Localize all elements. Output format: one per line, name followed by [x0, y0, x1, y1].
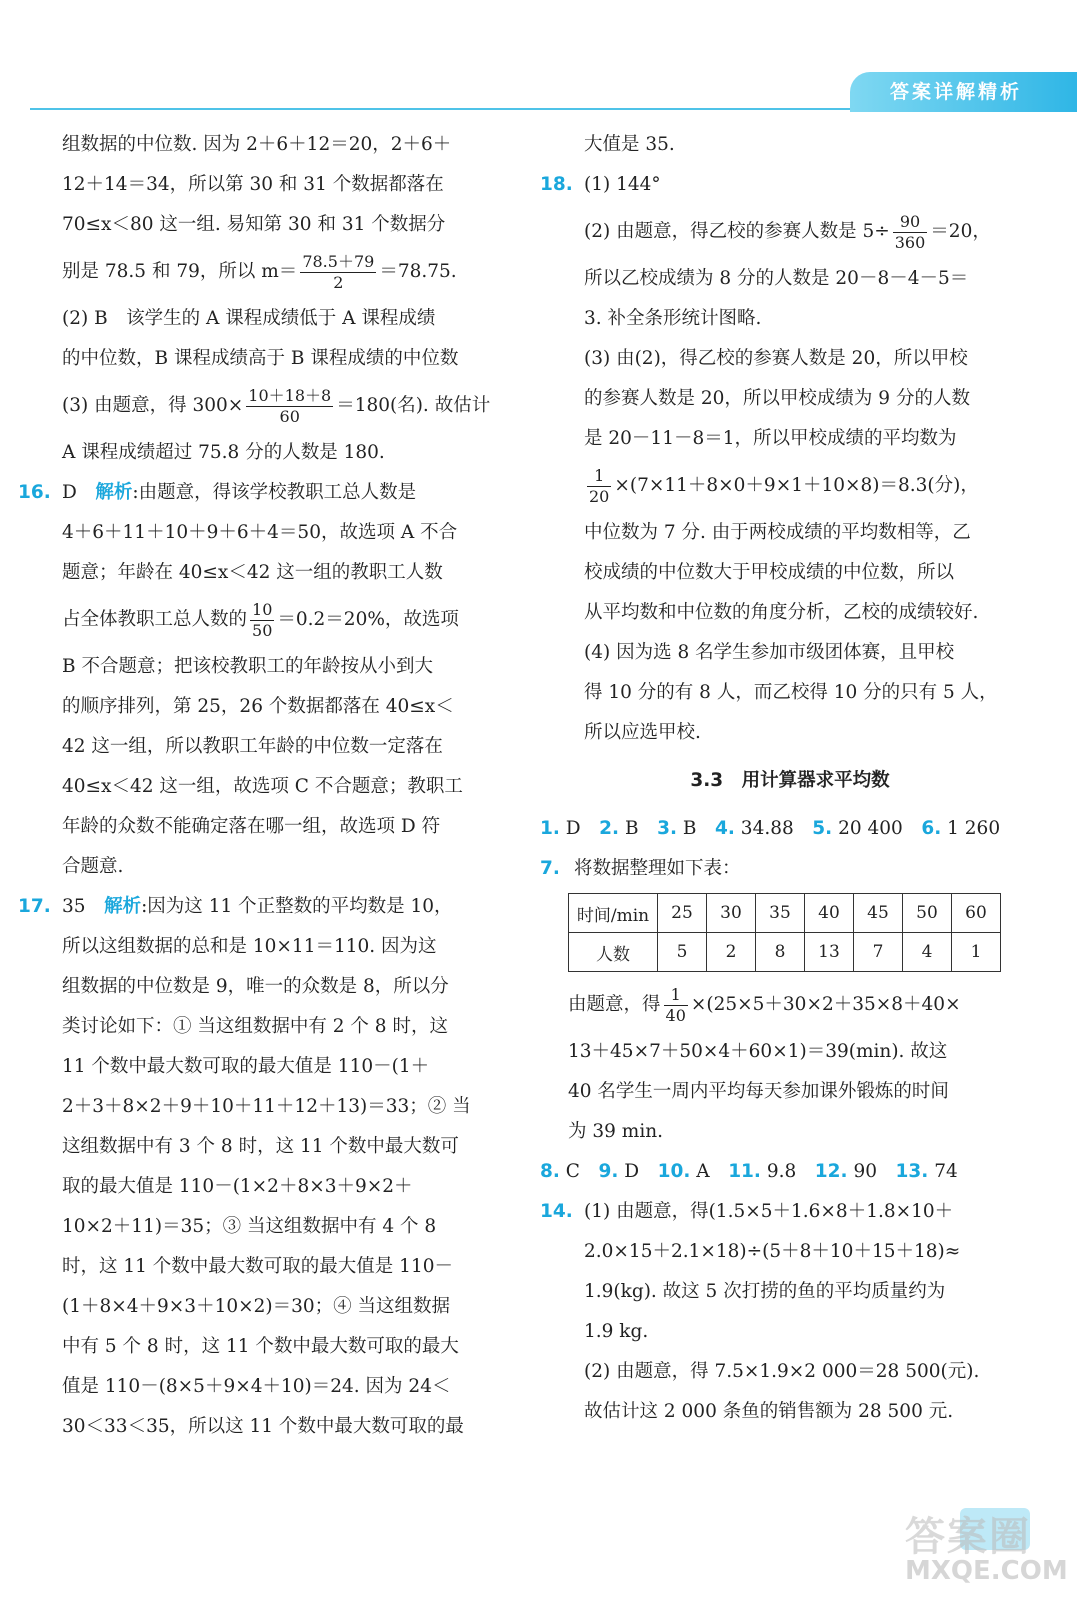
answer: D [624, 1161, 640, 1182]
denominator: 360 [894, 232, 926, 252]
text-segment: ＝0.2＝20%，故选项 [277, 609, 459, 630]
section-heading: 3.3 用计算器求平均数 [690, 770, 890, 791]
text-line-with-fraction [18, 379, 498, 433]
text-line: 是 20－11－8＝1，所以甲校成绩的平均数为 [584, 428, 957, 449]
question-number: 14. [540, 1201, 573, 1222]
question-number: 3. [657, 818, 677, 839]
answer: C [565, 1161, 580, 1182]
header-rule [30, 108, 860, 110]
table-cell: 25 [658, 894, 707, 933]
denominator: 2 [333, 272, 344, 292]
fraction [246, 386, 333, 427]
analysis-tag: 解析 [104, 896, 142, 917]
left-column [18, 125, 498, 1447]
text-line: 类讨论如下：① 当这组数据中有 2 个 8 时，这 [62, 1016, 448, 1037]
text-line: 从平均数和中位数的角度分析，乙校的成绩较好. [584, 602, 979, 623]
text-segment: :因为这 11 个正整数的平均数是 10， [141, 896, 453, 917]
watermark-logo: 答案圈 [905, 1514, 1031, 1560]
text-line: 的顺序排列，第 25，26 个数据都落在 40≤x＜ [62, 696, 454, 717]
text-line: 1.9(kg). 故这 5 次打捞的鱼的平均质量约为 [584, 1281, 946, 1302]
watermark-url: MXQE.COM [905, 1556, 1068, 1586]
question-number: 2. [599, 818, 620, 839]
text-line: 中有 5 个 8 时，这 11 个数中最大数可取的最大 [62, 1336, 459, 1357]
text-line: (4) 因为选 8 名学生参加市级团体赛，且甲校 [584, 642, 955, 663]
text-line: 故估计这 2 000 条鱼的销售额为 28 500 元. [584, 1401, 954, 1422]
text-segment: 将数据整理如下表： [574, 858, 741, 879]
text-line: 校成绩的中位数大于甲校成绩的中位数，所以 [584, 562, 955, 583]
text-segment: ＝180(名). 故估计 [336, 395, 491, 416]
question-17-line [18, 887, 498, 927]
answer: D [565, 818, 581, 839]
table-header-cell: 人数 [569, 933, 658, 972]
text-line: 这组数据中有 3 个 8 时，这 11 个数中最大数可 [62, 1136, 459, 1157]
answers-line-1-6 [540, 809, 1040, 849]
numerator: 90 [893, 212, 928, 233]
answer: B [682, 818, 697, 839]
header-title: 答案详解精析 [890, 81, 1023, 103]
text-line: 42 这一组，所以教职工年龄的中位数一定落在 [62, 736, 443, 757]
numerator: 10 [252, 599, 273, 619]
fraction [664, 985, 688, 1026]
question-number: 5. [812, 818, 833, 839]
text-line: (2) 由题意，得 7.5×1.9×2 000＝28 500(元). [584, 1361, 980, 1382]
text-segment: (1) 144° [584, 174, 661, 195]
text-segment: (2) 由题意，得乙校的参赛人数是 5÷ [584, 221, 890, 242]
text-segment: ×(25×5＋30×2＋35×8＋40× [690, 994, 961, 1015]
question-number: 13. [895, 1161, 929, 1182]
text-line: 大值是 35. [584, 134, 675, 155]
text-segment: ＝20， [930, 221, 991, 242]
text-line: 70≤x＜80 这一组. 易知第 30 和 31 个数据分 [62, 214, 446, 235]
table-cell: 4 [903, 933, 952, 972]
analysis-tag: 解析 [95, 482, 133, 503]
denominator: 20 [589, 486, 610, 506]
text-line: 的参赛人数是 20，所以甲校成绩为 9 分的人数 [584, 388, 970, 409]
numerator: 1 [587, 466, 611, 487]
text-line: 4＋6＋11＋10＋9＋6＋4＝50，故选项 A 不合 [62, 522, 458, 543]
table-cell: 30 [707, 894, 756, 933]
text-line: 所以应选甲校. [584, 722, 701, 743]
question-number: 18. [540, 174, 573, 195]
table-row [569, 894, 1001, 933]
answer: 9.8 [766, 1161, 797, 1182]
text-line: 2.0×15＋2.1×18)÷(5＋8＋10＋15＋18)≈ [584, 1241, 961, 1262]
table-cell: 50 [903, 894, 952, 933]
text-line: (1＋8×4＋9×3＋10×2)＝30；④ 当这组数据 [62, 1296, 451, 1317]
question-number: 17. [18, 896, 51, 917]
text-line: 12＋14＝34，所以第 30 和 31 个数据都落在 [62, 174, 444, 195]
table-cell: 40 [805, 894, 854, 933]
text-line: 10×2＋11)＝35；③ 当这组数据中有 4 个 8 [62, 1216, 437, 1237]
fraction [893, 212, 928, 253]
table-row [569, 933, 1001, 972]
text-segment: (3) 由题意，得 300× [62, 395, 244, 416]
question-18-line [540, 165, 1040, 205]
text-line: 中位数为 7 分. 由于两校成绩的平均数相等，乙 [584, 522, 971, 543]
text-line-with-fraction [18, 245, 498, 299]
numerator: 1 [664, 985, 688, 1006]
text-line: B 不合题意；把该校教职工的年龄按从小到大 [62, 656, 433, 677]
question-7-line [540, 849, 1040, 889]
denominator: 50 [252, 620, 273, 640]
table-cell: 45 [854, 894, 903, 933]
table-cell: 2 [707, 933, 756, 972]
table-cell: 60 [952, 894, 1001, 933]
text-segment: 占全体教职工总人数的 [62, 609, 248, 630]
text-line: 3. 补全条形统计图略. [584, 308, 762, 329]
text-line: 所以乙校成绩为 8 分的人数是 20－8－4－5＝ [584, 268, 969, 289]
text-line: 40≤x＜42 这一组，故选项 C 不合题意；教职工 [62, 776, 463, 797]
table-header-cell: 时间/min [569, 894, 658, 933]
text-line-with-fraction [540, 205, 1040, 259]
text-line: 1.9 kg. [584, 1321, 649, 1342]
text-line-with-fraction [540, 459, 1040, 513]
numerator: 78.5＋79 [302, 251, 375, 271]
text-line: 30＜33＜35，所以这 11 个数中最大数可取的最 [62, 1416, 464, 1437]
answer: 20 400 [838, 818, 903, 839]
numerator: 10＋18＋8 [248, 385, 332, 405]
answers-line-8-13 [540, 1152, 1040, 1192]
text-line: (2) B 该学生的 A 课程成绩低于 A 课程成绩 [62, 308, 436, 329]
text-line: 2＋3＋8×2＋9＋10＋11＋12＋13)＝33；② 当 [62, 1096, 471, 1117]
right-column [540, 125, 1040, 1432]
text-line: 所以这组数据的总和是 10×11＝110. 因为这 [62, 936, 437, 957]
denominator: 40 [665, 1005, 686, 1025]
fraction [587, 466, 611, 507]
answer: 34.88 [740, 818, 794, 839]
question-number: 1. [540, 818, 560, 839]
text-line: 值是 110－(8×5＋9×4＋10)＝24. 因为 24＜ [62, 1376, 451, 1397]
text-segment: ×(7×11＋8×0＋9×1＋10×8)＝8.3(分)， [614, 475, 979, 496]
table-cell: 35 [756, 894, 805, 933]
text-line: 合题意. [62, 856, 124, 877]
text-line: 得 10 分的有 8 人，而乙校得 10 分的只有 5 人， [584, 682, 998, 703]
question-number: 11. [728, 1161, 761, 1182]
answer: 74 [934, 1161, 958, 1182]
answer: D [62, 482, 77, 503]
text-segment: 由题意，得 [568, 994, 661, 1015]
data-table [568, 893, 1001, 972]
question-number: 7. [540, 858, 560, 879]
table-cell: 1 [952, 933, 1001, 972]
table-cell: 5 [658, 933, 707, 972]
table-cell: 7 [854, 933, 903, 972]
table-cell: 13 [805, 933, 854, 972]
question-number: 4. [715, 818, 735, 839]
text-line: 为 39 min. [568, 1121, 664, 1142]
question-number: 10. [657, 1161, 691, 1182]
text-line: 组数据的中位数. 因为 2＋6＋12＝20，2＋6＋ [62, 134, 452, 155]
answer: B [624, 818, 639, 839]
answer: 90 [853, 1161, 878, 1182]
text-line: 题意；年龄在 40≤x＜42 这一组的教职工人数 [62, 562, 443, 583]
text-segment: :由题意，得该学校教职工总人数是 [132, 482, 417, 503]
page-header [0, 0, 1077, 120]
denominator: 60 [279, 406, 300, 426]
text-line: 取的最大值是 110－(1×2＋8×3＋9×2＋ [62, 1176, 413, 1197]
text-line: 13＋45×7＋50×4＋60×1)＝39(min). 故这 [568, 1041, 948, 1062]
text-line-with-fraction [18, 593, 498, 647]
answer: 35 [62, 896, 86, 917]
question-number: 8. [540, 1161, 560, 1182]
text-line: 时，这 11 个数中最大数可取的最大值是 110－ [62, 1256, 453, 1277]
question-14-line [540, 1192, 1040, 1232]
text-line: 年龄的众数不能确定落在哪一组，故选项 D 符 [62, 816, 441, 837]
text-segment: (1) 由题意，得(1.5×5＋1.6×8＋1.8×10＋ [584, 1201, 954, 1222]
table-cell: 8 [756, 933, 805, 972]
question-number: 9. [598, 1161, 619, 1182]
text-segment: 别是 78.5 和 79，所以 m＝ [62, 261, 298, 282]
text-line: 11 个数中最大数可取的最大值是 110－(1＋ [62, 1056, 430, 1077]
text-line-with-fraction [540, 978, 1040, 1032]
text-line: 组数据的中位数是 9，唯一的众数是 8，所以分 [62, 976, 449, 997]
answer: A [696, 1161, 710, 1182]
text-line: 的中位数，B 课程成绩高于 B 课程成绩的中位数 [62, 348, 459, 369]
text-line: A 课程成绩超过 75.8 分的人数是 180. [62, 442, 385, 463]
question-number: 6. [921, 818, 942, 839]
question-number: 12. [814, 1161, 848, 1182]
text-line: 40 名学生一周内平均每天参加课外锻炼的时间 [568, 1081, 949, 1102]
text-segment: ＝78.75. [379, 261, 457, 282]
question-number: 16. [18, 482, 51, 503]
question-16-line [18, 473, 498, 513]
text-line: (3) 由(2)，得乙校的参赛人数是 20，所以甲校 [584, 348, 968, 369]
fraction [250, 600, 274, 641]
fraction [300, 252, 376, 293]
answer: 1 260 [947, 818, 1001, 839]
